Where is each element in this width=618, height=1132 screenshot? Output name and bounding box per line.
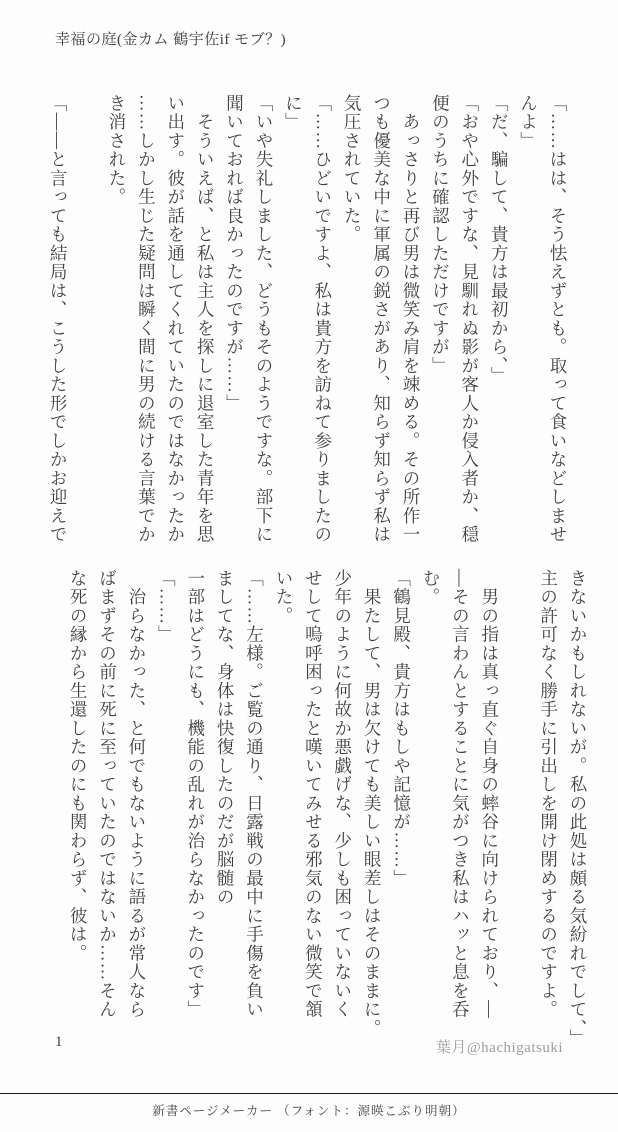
footer-caption: 新書ページメーカー （フォント：源暎こぶり明朝） <box>152 1104 466 1118</box>
text-line: 治らなかった、と何でもないように語るが常人なら <box>126 569 147 1019</box>
text-line: 聞いておれば良かったのですが……」 <box>224 94 245 413</box>
text-line: き消された。 <box>106 94 127 207</box>
text-line: 「……ひどいですよ、私は貴方を訪ねて参りましたの <box>312 94 333 544</box>
text-line: 主の許可なく勝手に引出しを開け閉めするのですよ。 <box>538 569 559 1019</box>
text-line: 気圧されていた。 <box>342 94 363 244</box>
text-line: んよ」 <box>518 94 539 151</box>
blank-line <box>72 94 101 546</box>
text-line: 一部はどうにも、機能の乱れが治らなかったのです」 <box>185 569 206 1019</box>
text-line: 便のうちに確認しただけですが」 <box>430 94 451 376</box>
text-line: せして嗚呼困ったと嘆いてみせる邪気のない微笑で頷 <box>303 569 324 1019</box>
text-line: 少年のように何故か悪戯げな、少しも困っていないく <box>332 569 353 1019</box>
text-line: 果たして、男は欠けても美しい眼差しはそのままに。 <box>362 569 383 1038</box>
text-line: 「おや心外ですな、見馴れぬ影が客人か侵入者か、穏 <box>459 94 480 544</box>
text-line: 「……左様。ご覧の通り、日露戦の最中に手傷を負い <box>244 569 265 1019</box>
text-line: 「いや失礼しました、どうもそのようですな。部下に <box>253 94 274 544</box>
text-line: いた。 <box>273 569 294 626</box>
text-line: む。 <box>420 569 441 607</box>
blank-line <box>504 569 533 1021</box>
page-title: 幸福の庭(金カム 鶴宇佐if モブ？) <box>55 32 287 48</box>
page-number: 1 <box>55 1034 63 1050</box>
author-credit: 葉月@hachigatsuki <box>435 1040 563 1056</box>
text-line: きないかもしれないが。私の此処は頗る気紛れでして、」 <box>568 569 588 1048</box>
text-line: 「……」 <box>156 569 177 644</box>
text-line: 「――と言っても結局は、こうした形でしかお迎えで <box>48 94 69 544</box>
text-line: ……しかし生じた疑問は瞬く間に男の続ける言葉でか <box>136 94 157 544</box>
text-block-top <box>43 94 572 546</box>
text-line: 男の指は真っ直ぐ自身の蟀谷に向けられており、― <box>479 569 500 1019</box>
text-line: 「鶴見殿、貴方はもしや記憶が……」 <box>391 569 412 888</box>
footer-divider <box>0 1093 618 1094</box>
text-line: 「だ、騙して、貴方は最初から、」 <box>489 94 510 386</box>
text-line: ―その言わんとすることに気がつき私はハッと息を呑 <box>450 569 471 1019</box>
text-line: に」 <box>283 94 304 132</box>
text-line: な死の縁から生還したのにも関わらず、彼は。 <box>68 569 89 963</box>
text-line: 「……はは、そう怯えずとも。取って食いなどしませ <box>548 94 568 544</box>
text-line: そういえば、と私は主人を探しに退室した青年を思 <box>195 94 216 544</box>
text-line: ばまずその前に死に至っていたのではないか……そん <box>97 569 118 1019</box>
text-line: つも優美な中に軍属の鋭さがあり、知らず知らず私は <box>371 94 392 544</box>
text-line: あっさりと再び男は微笑み肩を竦める。その所作一 <box>400 94 421 544</box>
text-line: い出す。彼が話を通してくれていたのではなかったか <box>165 94 186 544</box>
text-line: ましてな、身体は快復したのだが脳髄の <box>215 569 236 907</box>
